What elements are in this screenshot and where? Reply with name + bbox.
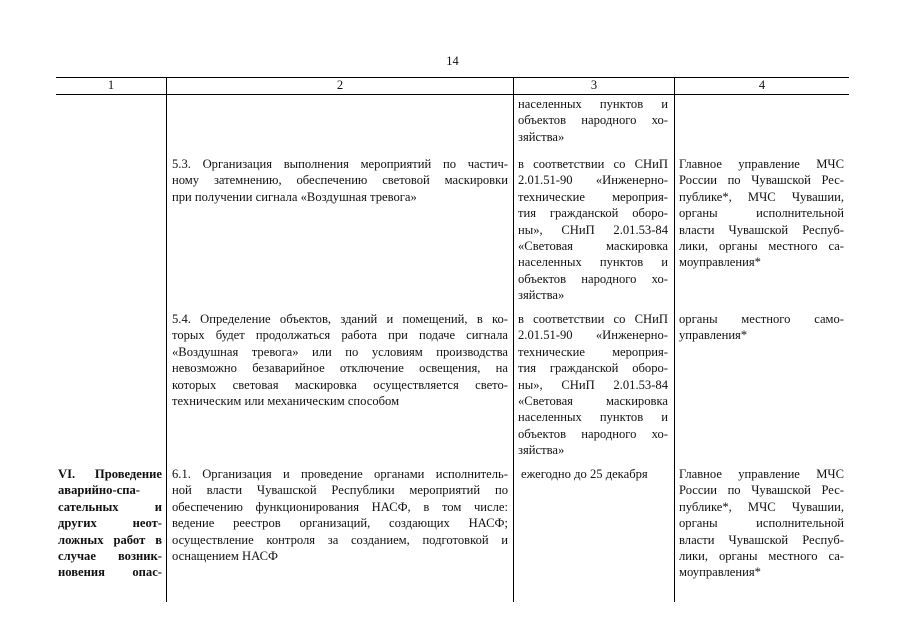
row-6-1-deadline: [521, 466, 671, 482]
text-line: техническим или механическим способом: [172, 394, 400, 409]
text-line: публике*, МЧС Чувашии,: [679, 499, 844, 514]
text-line: моуправления*: [679, 565, 761, 580]
text-line: зяйства»: [518, 443, 565, 458]
text-line: Главное управление МЧС: [679, 157, 844, 171]
text-line: органы местного само-: [679, 312, 844, 326]
text-line: «Световая маскировка: [518, 394, 668, 409]
text-line: органы исполнительной: [679, 516, 844, 531]
text-line: невозможно безаварийное отключение освещения, на: [172, 361, 508, 376]
text-line: населенных пунктов и: [518, 255, 668, 270]
text-line: лики, органы местного са-: [679, 239, 844, 254]
text-line: объектов народного хо-: [518, 113, 668, 128]
column-separator-1: [166, 77, 167, 602]
text-line: при получении сигнала «Воздушная тревога»: [172, 189, 417, 204]
text-line: ны», СНиП 2.01.53-84: [518, 377, 668, 392]
row-5-3-responsible: [679, 156, 844, 271]
text-line: «Световая маскировка: [518, 239, 668, 254]
text-line: моуправления*: [679, 255, 761, 270]
text-line: оснащением НАСФ: [172, 549, 278, 564]
column-header-2: 2: [336, 78, 344, 92]
text-line: 5.4. Определение объектов, зданий и помещений, в ко-: [172, 312, 508, 326]
text-line: 5.3. Организация выполнения мероприятий по частич-: [172, 157, 508, 171]
text-line: других неот-: [58, 516, 162, 531]
text-line: технические мероприя-: [518, 344, 668, 359]
row-6-1-measure: [172, 466, 508, 564]
text-line: тия гражданской оборо-: [518, 206, 668, 221]
text-line: населенных пунктов и: [518, 97, 668, 111]
row-5-3-measure: [172, 156, 508, 205]
text-line: объектов народного хо-: [518, 426, 668, 441]
text-line: VI. Проведение: [58, 467, 162, 481]
text-line: обеспечению функционирования НАСФ, в том числе:: [172, 499, 508, 514]
column-header-1: 1: [107, 78, 115, 92]
text-line: органы исполнительной: [679, 206, 844, 221]
text-line: ведение реестров организаций, создающих НАСФ;: [172, 516, 508, 531]
text-line: случае возник-: [58, 549, 162, 564]
text-line: России по Чувашской Рес-: [679, 483, 844, 498]
column-separator-2: [513, 77, 514, 602]
page-number: 14: [446, 54, 459, 68]
column-separator-3: [674, 77, 675, 602]
text-line: в соответствии со СНиП: [518, 157, 668, 171]
text-line: в соответствии со СНиП: [518, 312, 668, 326]
text-line: России по Чувашской Рес-: [679, 173, 844, 188]
column-header-3: 3: [590, 78, 598, 92]
table-header-bottom-rule: [56, 94, 849, 95]
text-line: 2.01.51-90 «Инженерно-: [518, 173, 668, 188]
continuation-col3: [518, 96, 668, 145]
text-line: технические мероприя-: [518, 189, 668, 204]
text-line: зяйства»: [518, 129, 565, 144]
text-line: которых световая маскировка осуществляется свето-: [172, 377, 508, 392]
text-line: ложных работ в: [58, 532, 162, 547]
text-line: населенных пунктов и: [518, 410, 668, 425]
text-line: торых будет продолжаться работа при подаче сигнала: [172, 328, 508, 343]
text-line: сательных и: [58, 499, 162, 514]
text-line: зяйства»: [518, 288, 565, 303]
text-line: ежегодно до 25 декабря: [521, 467, 648, 481]
text-line: управления*: [679, 328, 748, 343]
row-5-3-regulation: [518, 156, 668, 304]
text-line: объектов народного хо-: [518, 271, 668, 286]
text-line: лики, органы местного са-: [679, 549, 844, 564]
text-line: ны», СНиП 2.01.53-84: [518, 222, 668, 237]
row-5-4-regulation: [518, 311, 668, 459]
text-line: аварийно-спа-: [58, 483, 140, 498]
text-line: 2.01.51-90 «Инженерно-: [518, 328, 668, 343]
text-line: 6.1. Организация и проведение органами исполнитель-: [172, 467, 508, 481]
text-line: ному затемнению, обеспечению световой маскировки: [172, 173, 508, 188]
text-line: власти Чувашской Респуб-: [679, 222, 844, 237]
column-header-4: 4: [758, 78, 766, 92]
text-line: осуществление контроля за созданием, подготовкой и: [172, 532, 508, 547]
text-line: тия гражданской оборо-: [518, 361, 668, 376]
text-line: «Воздушная тревога» или по условиям производства: [172, 344, 508, 359]
row-5-4-measure: [172, 311, 508, 409]
text-line: публике*, МЧС Чувашии,: [679, 189, 844, 204]
row-5-4-responsible: [679, 311, 844, 344]
text-line: власти Чувашской Респуб-: [679, 532, 844, 547]
text-line: Главное управление МЧС: [679, 467, 844, 481]
text-line: ной власти Чувашской Республики мероприятий по: [172, 483, 508, 498]
row-6-1-responsible: [679, 466, 844, 581]
section-vi-title: [58, 466, 162, 581]
text-line: новения опас-: [58, 565, 162, 580]
